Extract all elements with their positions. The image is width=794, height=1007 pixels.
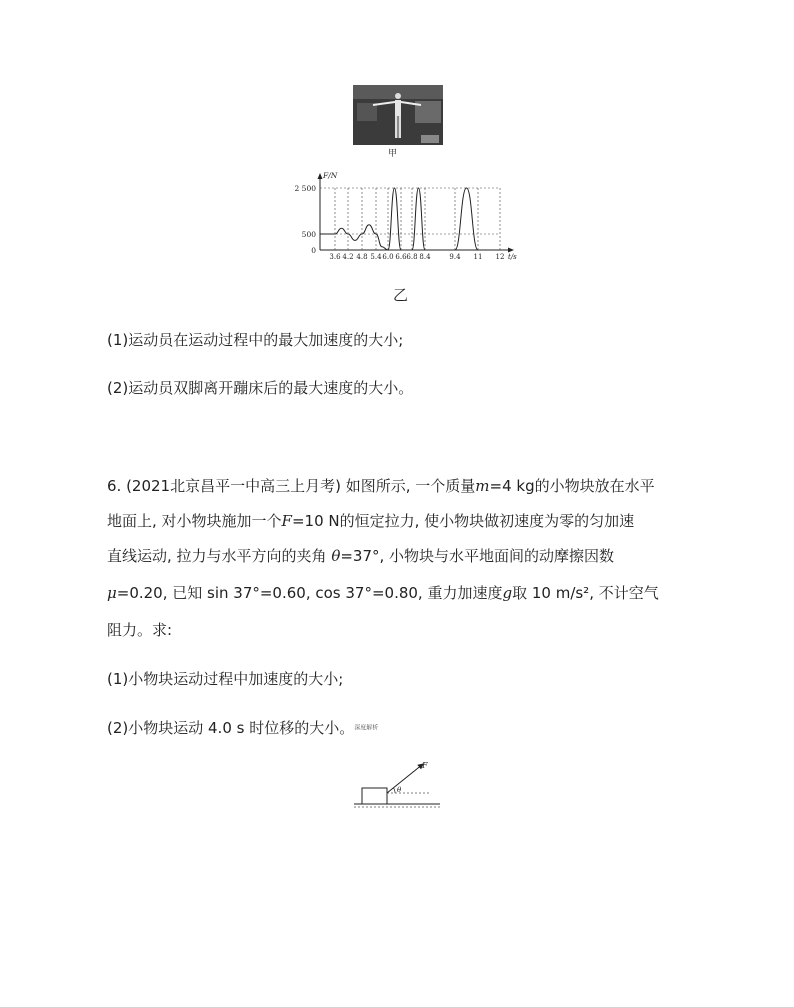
x-tick-label: 5.4 (370, 253, 382, 261)
var-theta: θ (331, 547, 341, 565)
y-axis-label: F/N (323, 171, 338, 180)
x-tick-label: 3.6 (329, 253, 341, 261)
x-axis-arrow (508, 248, 514, 253)
x-tick-label: 4.2 (342, 253, 354, 261)
block (362, 788, 387, 804)
y-tick-label: 2 500 (294, 184, 316, 193)
x-tick-label: 11 (473, 253, 483, 261)
x-tick-label: 6.8 (406, 253, 418, 261)
q6-line1-a: 6. (2021北京昌平一中高三上月考) 如图所示, 一个质量 (107, 477, 476, 495)
q5-part1: (1)运动员在运动过程中的最大加速度的大小; (107, 331, 404, 349)
deep-analysis-note: 深度解析 (354, 724, 379, 732)
angle-arc (394, 788, 396, 793)
y-tick-label: 0 (311, 246, 316, 255)
x-tick-label: 6.0 (382, 253, 394, 261)
q6-line1-b: =4 kg的小物块放在水平 (489, 477, 655, 495)
q6-line2 (107, 511, 634, 531)
q6-line4 (107, 583, 659, 603)
athlete-photo (353, 85, 443, 145)
q6-line4-b: 取 10 m/s², 不计空气 (512, 584, 659, 602)
force-arrow (387, 764, 423, 793)
var-g: g (502, 584, 513, 602)
q6-line4-a: =0.20, 已知 sin 37°=0.60, cos 37°=0.80, 重力加速度 (116, 584, 503, 602)
q6-line1 (107, 476, 655, 496)
q6-line3 (107, 546, 614, 566)
x-tick-label: 4.8 (356, 253, 368, 261)
x-tick-label: 9.4 (449, 253, 461, 261)
q6-part1: (1)小物块运动过程中加速度的大小; (107, 670, 344, 688)
x-tick-label: 8.4 (419, 253, 431, 261)
angle-label: θ (397, 786, 402, 794)
q6-line3-b: =37°, 小物块与水平地面间的动摩擦因数 (340, 547, 615, 565)
block-force-figure (350, 755, 445, 813)
figure-yi-label: 乙 (393, 286, 409, 304)
q6-part2 (107, 718, 378, 739)
var-F: F (281, 512, 292, 530)
force-curve (320, 188, 500, 250)
y-axis-arrow (318, 173, 323, 179)
y-tick-label: 500 (301, 230, 316, 239)
x-tick-label: 12 (495, 253, 505, 261)
q6-line5: 阻力。求: (107, 621, 173, 639)
var-mu: μ (107, 584, 117, 602)
q6-line2-a: 地面上, 对小物块施加一个 (107, 512, 282, 530)
var-m: m (475, 477, 490, 495)
figure-jia-label: 甲 (388, 149, 398, 159)
q6-part2-text: (2)小物块运动 4.0 s 时位移的大小。 (107, 719, 355, 737)
force-time-chart (280, 170, 525, 265)
q6-line3-a: 直线运动, 拉力与水平方向的夹角 (107, 547, 332, 565)
q5-part2: (2)运动员双脚离开蹦床后的最大速度的大小。 (107, 379, 414, 397)
x-tick-label: 6.6 (395, 253, 407, 261)
x-axis-label: t/s (508, 253, 517, 261)
q6-line2-b: =10 N的恒定拉力, 使小物块做初速度为零的匀加速 (291, 512, 635, 530)
force-label: F (422, 761, 428, 770)
